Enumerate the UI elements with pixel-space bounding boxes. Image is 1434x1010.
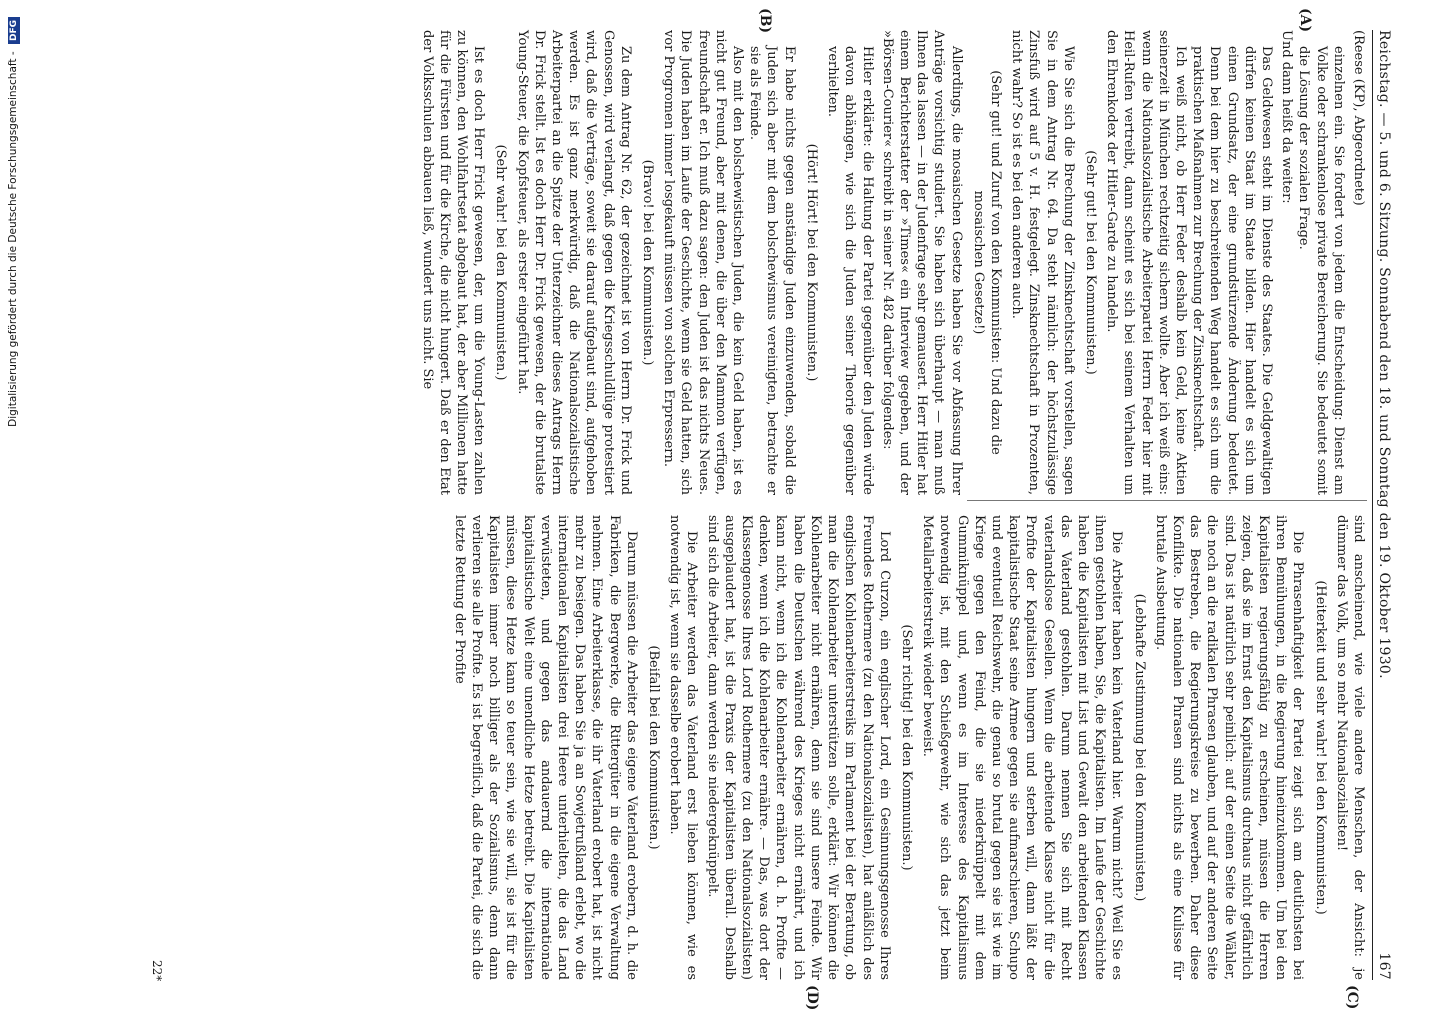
margin-marker-d: (D): [804, 985, 820, 1010]
running-header: [1372, 30, 1395, 980]
paragraph: Die Arbeiter haben kein Vaterland hier. Warum nicht? Weil Sie es ihnen gestohlen haben, Sie, die Kapitalisten. Im Laufe der Geschichte haben die Kapitalisten mit List und Gewalt den arbeitenden Klassen das Vaterland gestohlen. Darum nennen Sie sich mit Recht vaterlandslose Gesellen. Wenn die arbeitende Klasse nicht für die Profite der Kapitalisten hungern und sterben will, dann läßt der kapitalistische Staat seine Armee gegen sie aufmarschieren, Schupo und eventuell Reichswehr, die genau so brutal gegen sie ist wie im Kriege gegen den Feind, die sie niederknüppelt mit dem Gummiknüppel und, wenn es im Interesse des Kapitalismus notwendig ist, mit den Schießgewehr, wie sich das jetzt beim Metallarbeiterstreik wieder beweist.: [920, 515, 1125, 980]
paragraph: einzelnen ein. Sie fordert von jedem die Entscheidung: Dienst am Volke oder schrankenlose private Bereicherung. Sie bedeutet somit die Lösung der sozialen Frage.: [1296, 46, 1346, 495]
paragraph: Hitler erklärte: die Haltung der Partei gegenüber den Juden würde davon abhängen, wie sich die Juden seiner Theorie gegenüber verhielten.: [825, 46, 875, 495]
paragraph: Er habe nichts gegen anständige Juden einzuwenden, sobald die Juden sich aber mit dem bolschewismus vereinigten, betrachte er sie als Feinde.: [747, 46, 797, 495]
page-number: 167: [1376, 952, 1393, 980]
paragraph: Wie Sie sich die Brechung der Zinsknechtschaft vorstellen, sagen Sie in dem Antrag Nr. 64. Da steht nämlich: der höchstzulässige Zinsfuß wird auf 5 v. H. festgelegt. Zinsknechtschaft in Prozenten, nicht wahr? So ist es bei den anderen auch.: [1009, 30, 1076, 495]
paragraph: Die Phrasenhaftigkeit der Partei zeigt sich am deutlichsten bei ihren Bemühungen, in die Regierung hineinzukommen. Um bei den Kapitalisten regierungsfähig zu erscheinen, müssen die Herren zeigen, daß sie im Ernst den Kapitalismus durchaus nicht gefährlich sind. Das ist natürlich sehr peinlich: auf der einen Seite die Wähler, die noch an die radikalen Phrasen glauben, und auf der anderen Seite das Bestreben, die Regierungskreise zu bewerben. Daher diese Konflikte. Die nationalen Phrasen sind nichts als eine Kulisse für brutale Ausbeutung.: [1152, 515, 1306, 980]
interjection: (Bravo! bei den Kommunisten.): [640, 159, 656, 366]
paragraph: Ist es doch Herr Frick gewesen, der, um die Young-Lasten zahlen zu können, den Wohlfahrtsetat abgebaut hat, der aber Millionen hatte für die Fürsten und für die Kirche, die nicht hungert. Daß er den Etat der Volksschulen abbauen ließ, wundert uns nicht. Sie: [419, 30, 487, 495]
interjection: (Hört! Hört! bei den Kommunisten.): [803, 143, 819, 382]
paragraph: Das Geldwesen steht im Dienste des Staates. Die Geldgewaltigen dürfen keinen Staat im Staate bilden. Hier handelt es sich um einen Grundsatz, der eine grundstürzende Änderung bedeutet. Denn bei dem hier zu beschreitenden Weg handelt es sich um die praktischen Maßnahmen zur Brechung der Zinsknechtschaft.: [1190, 46, 1274, 495]
paragraph: Die Arbeiter werden das Vaterland erst lieben können, wie es notwendig ist, wenn sie dasselbe erobert haben.: [667, 515, 700, 980]
paragraph: Lord Curzon, ein englischer Lord, ein Gesinnungsgenosse Ihres Freundes Rothermere (zu den Nationalsozialisten), hat anläßlich des englischen Kohlenarbeiterstreiks im Parlament bei der Beratung, ob man die Kohlenarbeiter unterstützen solle, erklärt: Wir können die Kohlenarbeiter nicht ernähren, denn sie sind unsere Feinde. Wir haben die Deutschen während des Krieges nicht ernährt, und ich kann nicht, wenn ich die Kohlenarbeiter ernähren, d. h. Profite — denken, wenn ich die Kohlenarbeiter ernähre. — Das, was dort der Klassengenosse Ihres Lord Rothermere (zu den Nationalsozialisten) ausgeplaudert hat, ist die Praxis der Kapitalisten überall. Deshalb sind sich die Arbeiter, dann werden sie niedergeknüppelt.: [704, 515, 892, 980]
credit-text: Digitalisierung gefördert durch die Deutsche Forschungsgemeinschaft -: [7, 51, 19, 427]
page-content: [105, 0, 1405, 1010]
column-divider: [967, 500, 1367, 501]
header-title: Reichstag. — 5. und 6. Sitzung. Sonnabend den 18. und Sonntag den 19. Oktober 1930.: [1376, 30, 1393, 679]
dfg-logo: DFG: [8, 17, 20, 44]
page-signature: 22*: [150, 960, 164, 982]
paragraph: Zu dem Antrag Nr. 62, der gezeichnet ist von Herrn Dr. Frick und Genossen, wird verlangt, daß gegen die Kriegsschuldlüge protestiert wird, daß die Verträge, soweit sie darauf aufgebaut sind, aufgehoben werden. Es ist ganz merkwürdig, daß die Nationalsozialistische Arbeiterpartei an die Spitze der Unterzeichner dieses Antrags Herrn Dr. Frick stellt. Ist es doch Herr Dr. Frick gewesen, der die brutalste Young-Steuer, die Kopfsteuer, als erster eingeführt hat.: [514, 30, 633, 495]
paragraph: Also mit den bolschewistischen Juden, die kein Geld haben, ist es nicht gut Freund, aber mit denen, die über den Mammon verfügen, freundschaft er. Ich muß dazu sagen: den Juden ist das nichts Neues. Die Juden haben im Laufe der Geschichte, wenn sie Geld hatten, sich vor Progromen immer losgekauft müssen von solchen Erpressern.: [661, 30, 746, 495]
paragraph: Ich weiß nicht, ob Herr Feder deshalb kein Geld, keine Aktien seinerzeit in München rechtzeitig sichern wollte. Aber ich weiß eins: wenn die Nationalsozialistische Arbeiterpartei Herrn Feder hier mit Heil-Rufen vertreibt, dann scheint es sich bei seinem Verhalten um den Ehrenkodex der Hitler-Garde zu handeln.: [1104, 30, 1188, 495]
interjection: (Sehr wahr! bei den Kommunisten.): [493, 144, 509, 381]
interjection: (Sehr gut! und Zuruf von den Kommunisten: Und dazu die mosaischen Gesetze!): [970, 70, 1003, 455]
paragraph: Und dann heißt da weiter:: [1279, 30, 1295, 204]
scanned-page: [105, 0, 1405, 1010]
interjection: (Lebhafte Zustimmung bei den Kommunisten.): [1131, 593, 1147, 902]
paragraph: (Reese (KP), Abgeordnete): [1351, 30, 1366, 206]
interjection: (Sehr richtig! bei den Kommunisten.): [898, 624, 914, 871]
interjection: (Sehr gut! bei den Kommunisten.): [1082, 150, 1098, 375]
margin-marker-b: (B): [757, 8, 773, 34]
paragraph: sind anscheinend, wie viele andere Menschen, der Ansicht: je dümmer das Volk, um so mehr Nationalsozialisten!: [1333, 515, 1366, 980]
left-column: [415, 30, 1367, 495]
credit-strip: [0, 0, 26, 1000]
paragraph: Darum müssen die Arbeiter das eigene Vaterland erobern, d. h. die Fabriken, die Bergwerke, die Rittergüter in die eigene Verwaltung nehmen. Eine Arbeiterklasse, die ihr Vaterland erobert hat, ist nicht mehr zu besiegen. Das haben Sie ja an Sowjetrußland erlebt, wo die internationalen Kapitalisten drei Heere unterhielten, die das Land verwüsteten, und gegen das andauernd die internationale kapitalistische Welt eine unendliche Hetze betreibt. Die Kapitalisten müssen, diese Hetze kann so teuer sein, wie sie will, sie ist für die Kapitalisten immer noch billiger als der Sozialismus, denn dann verlieren sie alle Profite. Es ist begreiflich, daß die Partei, die sich die letzte Rettung der Profite: [451, 515, 639, 980]
interjection: (Heiterkeit und sehr wahr! bei den Kommunisten.): [1312, 580, 1328, 915]
interjection: (Beifall bei den Kommunisten.): [646, 645, 662, 850]
right-column: [448, 515, 1367, 980]
paragraph: Allerdings, die mosaischen Gesetze haben Sie vor Abfassung Ihrer Anträge vorsichtig studiert. Sie haben sich überhaupt — man muß Ihnen das lassen — in der Judenfrage sehr gemausert. Herr Hitler hat einem Berichterstatter der »Times« ein Interview gegeben, und der »Börsen-Courier« schreibt in seiner Nr. 482 darüber folgendes:: [879, 30, 964, 495]
margin-marker-c: (C): [1344, 985, 1360, 1010]
digitization-credit: [2, 17, 24, 977]
margin-marker-a: (A): [1297, 8, 1313, 33]
